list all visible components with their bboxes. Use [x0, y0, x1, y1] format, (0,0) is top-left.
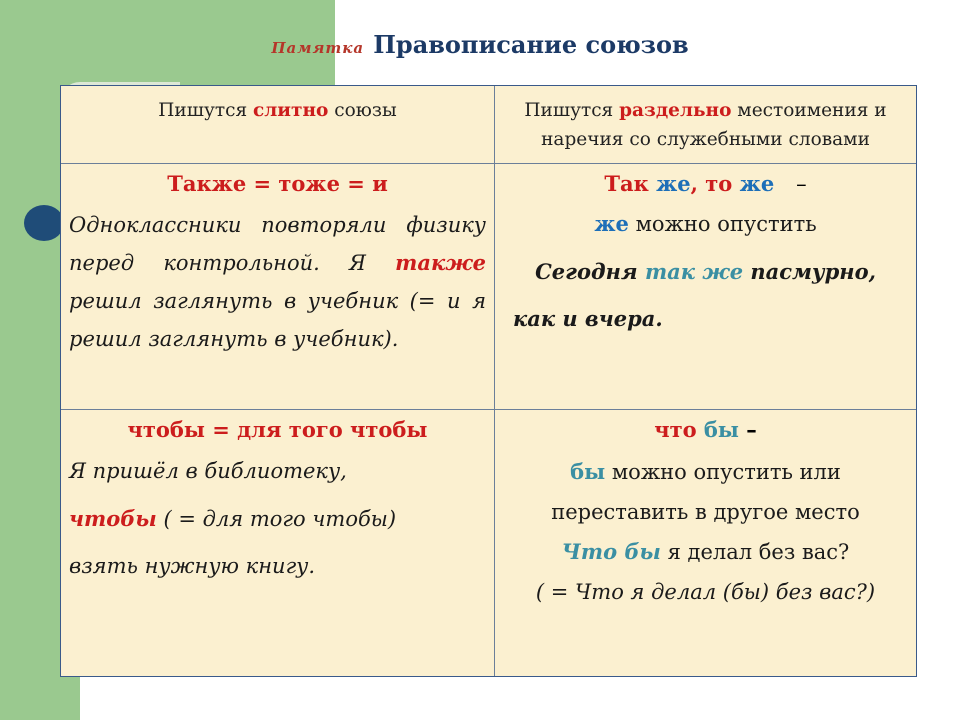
row1-right-heading — [503, 168, 908, 200]
row2-left-l2-emph: чтобы — [69, 506, 157, 531]
header-left-pre: Пишутся — [158, 100, 253, 121]
row1-right-l2-zhe: же — [594, 211, 629, 236]
page-title — [0, 30, 960, 59]
row1-right-ex-c: пасмурно, — [743, 259, 876, 284]
header-right-emph: раздельно — [619, 100, 732, 121]
row1-right-l2-rest: можно опустить — [628, 212, 817, 236]
decor-blue-dot — [24, 205, 64, 241]
row2-right-l4-a: Что бы — [561, 539, 661, 564]
row2-left-heading: чтобы = для того чтобы — [127, 417, 428, 442]
header-right — [495, 86, 916, 164]
row2-left-l3: взять нужную книгу. — [69, 554, 316, 578]
row1-left-heading: Также = тоже = и — [167, 171, 388, 196]
row1-right-zhe2: же — [739, 171, 775, 196]
row2-right-l2 — [503, 448, 908, 496]
row2-right-l5: ( = Что я делал (бы) без вас?) — [535, 580, 876, 604]
header-left — [61, 86, 495, 164]
row2-right — [495, 410, 916, 676]
row1-right-ex-b: так же — [644, 259, 744, 284]
row2-right-by: бы — [703, 417, 739, 442]
row2-right-heading — [503, 414, 908, 446]
row2-left-l2-rest: ( = для того чтобы) — [156, 507, 397, 531]
row1-right-comma: , — [690, 171, 698, 196]
row1-left-example — [69, 206, 486, 358]
row1-left — [61, 164, 495, 410]
row1-right — [495, 164, 916, 410]
title-prefix: Памятка — [271, 39, 365, 57]
row2-right-l3: переставить в другое место — [551, 500, 860, 524]
row1-left-p1: Одноклассники повторяли физику перед контрольной. Я — [69, 213, 486, 275]
row2-left — [61, 410, 495, 676]
row1-right-ex-a: Сегодня — [535, 259, 645, 284]
title-main: Правописание союзов — [373, 30, 689, 59]
row2-right-dash: – — [746, 417, 757, 442]
row2-right-l2-by: бы — [570, 459, 606, 484]
row2-right-l4-b: я делал без вас? — [660, 540, 850, 564]
row1-right-example-2: как и вчера. — [513, 306, 663, 331]
row1-right-example — [503, 248, 908, 295]
row1-right-to: то — [705, 171, 733, 196]
row2-left-l1: Я пришёл в библиотеку, — [69, 459, 347, 483]
row1-right-tak: Так — [604, 171, 649, 196]
row1-right-line2 — [503, 200, 908, 248]
row2-right-l2-rest: можно опустить или — [605, 460, 841, 484]
header-right-post: местоимения и наречия со служебными словами — [541, 100, 887, 150]
header-right-pre: Пишутся — [524, 100, 620, 121]
header-left-emph: слитно — [253, 100, 329, 121]
row2-left-l2 — [69, 495, 486, 543]
row1-left-p2: решил заглянуть в учебник (= и я решил заглянуть в учебник). — [69, 289, 486, 351]
row1-left-emph: также — [395, 250, 486, 275]
row1-right-dash: – — [796, 172, 807, 196]
row2-right-l4 — [503, 528, 908, 576]
rules-table — [60, 85, 917, 677]
header-left-post: союзы — [328, 100, 397, 121]
row1-right-zhe1: же — [656, 171, 691, 196]
row2-right-chto: что — [654, 417, 697, 442]
